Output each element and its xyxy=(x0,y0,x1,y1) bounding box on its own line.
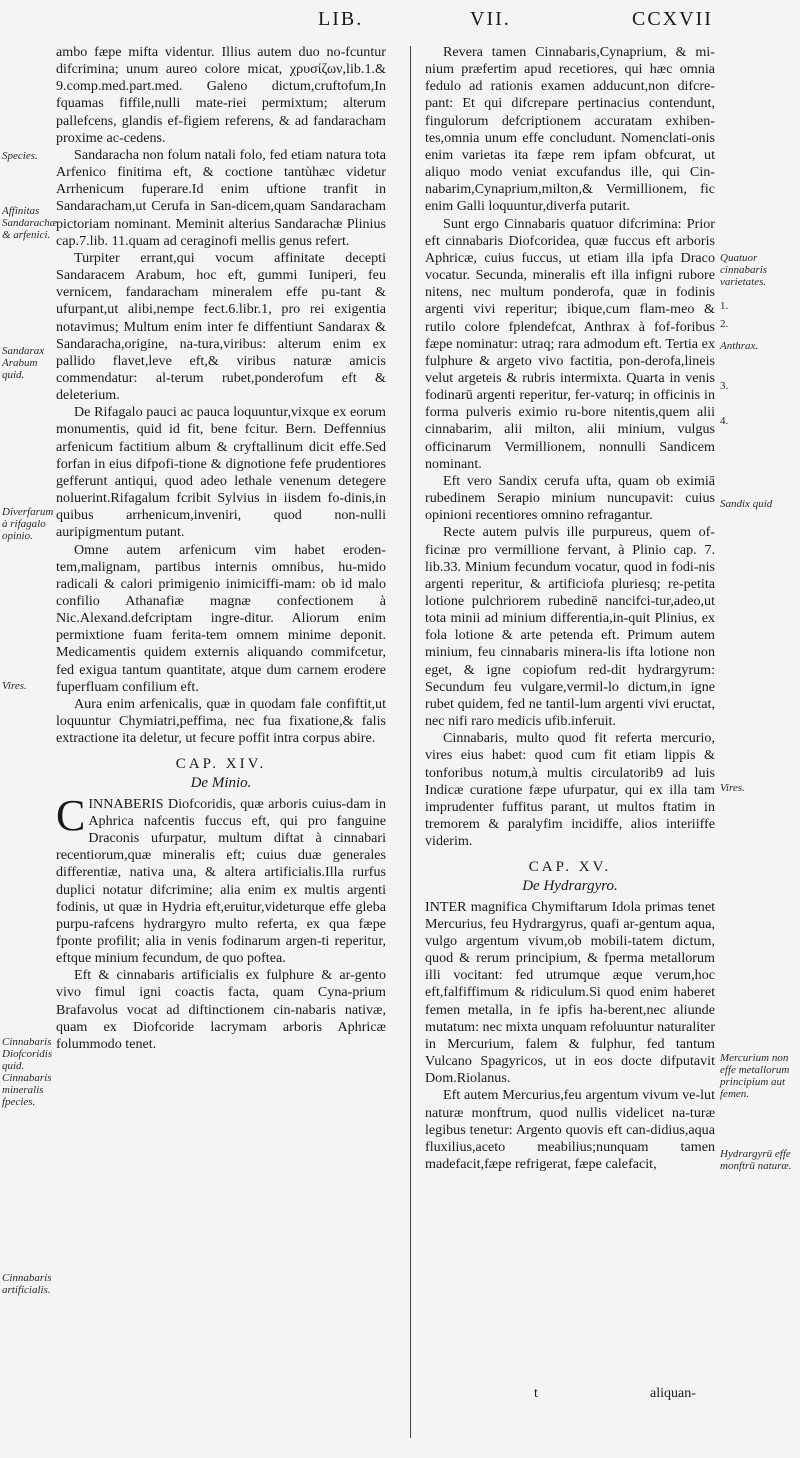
chapter-heading: CAP. XIV. xyxy=(175,756,267,773)
header-page-number: CCXVII xyxy=(632,8,713,30)
paragraph: Cinnabaris, multo quod fit referta mercurio, vires eius habet: quod cum fit etiam lippis & tonforibus notum,à multis circulatorib9 ad luis Indicæ curatione fæpe ufurpatur, qui ex illa tam imprudenter fuffitus parant, ut multos ftatim in tremorem & paralyfim incidiffe, alios interiiffe viderim. xyxy=(425,730,715,850)
paragraph: Eft & cinnabaris artificialis ex fulphure & ar-gento vivo fimul igni coactis facta, quam Cyna-prium Brafavolus vocat ad diftinctionem cin-nabaris nativæ, quam ex Diofcoride lacrymam arboris Aphricæ folummodo tenet. xyxy=(56,967,386,1052)
column-divider xyxy=(410,46,411,1438)
paragraph: INTER magnifica Chymiftarum Idola primas tenet Mercurius, feu Hydrargyrus, quafi ar-gentum aqua, vulgo argentum vivum,ob mobili-tatem dictum, quod & rerum principium, & fperma metallorum illi vocitant: fed utrumque æque verum,hoc eft,falfiffimum & ridiculum.Si quod enim haberet femen metalla, in fe ipfis ha-berent,nec aliunde mutatum: nec mixta unquam refoluuntur naturaliter in Mercurium, falem & fulphur, fed tantum Vulcano Spagyricos, ut in eos docte difputavit Dom.Riolanus. xyxy=(425,898,715,1087)
paragraph: Sandaracha non folum natali folo, fed etiam natura tota Arfenico finitima eft, & coctione tantùhæc videtur Arrhenicum fuperare.Id enim uftione tranfit in Sandaracham,ut Cerufa in San-dicem,quam Sandaracham pictoriam nominant. Meminit alterius Sandarachæ Plinius cap.7.lib. 11.quam ad ceraginofi mellis genus refert. xyxy=(56,146,386,249)
margin-note: Mercurium non effe metallorum principium aut femen. xyxy=(720,1052,790,1100)
margin-note: Vires. xyxy=(2,680,27,692)
right-column xyxy=(425,44,715,1444)
margin-note: 2. xyxy=(720,318,729,330)
paragraph: De Rifagalo pauci ac pauca loquuntur,vixque ex eorum monumentis, quid id fit, bene fcitur. Bern. Deffennius arfenicum factitium album & cryftallinum dicit effe.Sed forfan in eius difpofi-tione & dignotione fefe prudentiores gefferunt antiqui, quod adeo lethale venenum detegere noluerint.Rifagalum fcribit Sylvius in iisdem fo-dinis,in quibus arrhenicum,inveniri, quod non-nulli auripigmentum putant. xyxy=(56,404,386,541)
margin-note: 1. xyxy=(720,300,729,312)
paragraph xyxy=(56,790,386,968)
margin-note: Species. xyxy=(2,150,38,162)
margin-note: Anthrax. xyxy=(720,340,759,352)
paragraph-text: INNABERIS Diofcoridis, quæ arboris cuius-dam in Aphrica nafcentis fuccus eft, qui pro fanguine Draconis ufurpatur, multum diftat à cinnabari recentiorum,quæ mineralis eft; cuius duæ generales differentiæ, nativa una, & altera artificialis.Illa rurfus duplici notatur difcrimine; alia enim ex multis argenti fodinis, ut quæ in Hydria eft,eruitur,videturque effe gleba purpu-rafcens hydrargyro multo referta, ex qua fæpe fponte profilit; alia in venis fodinarum argen-ti reperitur, eftque minium fecundum, de quo poftea. xyxy=(56,795,386,967)
paragraph: Omne autem arfenicum vim habet eroden-tem,malignam, partibus internis omnibus, hu-mido radicali & calori primigenio inimiciffi-mam: ob id malo confilio Athanafiæ magnæ confectionem à Nic.Alexand.defcriptam ingre-ditur. Aliorum enim permixtione fuam ferita-tem omnem minime deponit. Medicamentis quidem externis aliquando commifcetur, fed exigua tantum quantitate, atque dum carnem erodere fuperfluam confilium eft. xyxy=(56,541,386,695)
paragraph: Aura enim arfenicalis, quæ in quodam fale confiftit,ut loquuntur Chymiatri,peffima, nec fua fixatione,& falis extractione ita deletur, ut fecure poffit intra corpus abire. xyxy=(56,695,386,747)
margin-note: Affinitas Sandarachæ & arfenici. xyxy=(2,205,57,241)
margin-note: Vires. xyxy=(720,782,745,794)
margin-note: Diverfarum à rifagalo opinio. xyxy=(2,506,54,542)
margin-note: Sandarax Arabum quid. xyxy=(2,345,45,381)
catchword: aliquan- xyxy=(650,1386,696,1401)
margin-note: 3. xyxy=(720,380,729,392)
running-header xyxy=(0,8,800,38)
paragraph: Turpiter errant,qui vocum affinitate decepti Sandaracem Arabum, hoc eft, gummi Iuniperi, feu vernicem, fandaracham mineralem effe pu-tant & ufurpant,ut alibi,nempe fect.6.libr.1, pro rei exigentia notavimus; Multum enim inter fe diffentiunt Sandarax & Sandaracha,origine, na-tura,viribus: alterum enim ex pallido flavet,leve eft,& viribus naturæ amicis commendatur: al-terum rubet,ponderofum eft & deleterium. xyxy=(56,249,386,404)
margin-note: Hydrargyrū effe monftrū naturæ. xyxy=(720,1148,792,1172)
margin-note: Cinnabaris Diofcoridis quid. Cinnabaris mineralis fpecies. xyxy=(2,1036,53,1108)
margin-note: 4. xyxy=(720,415,729,427)
header-lib: LIB. xyxy=(318,8,364,30)
signature-mark: t xyxy=(534,1386,538,1401)
paragraph: ambo fæpe mifta videntur. Illius autem duo no-fcuntur difcrimina; unum aureo colore micat, χρυσίζων,lib.1.& 9.comp.med.part.med. Galeno dictum,cruftofum,In fquamas fiffile,nulli mate-riei permixtum; alterum pallefcens, glandis ef-figiem referens, & ad fandaracham proxime ac-cedens. xyxy=(56,44,386,146)
chapter-title: De Hydrargyro. xyxy=(522,877,618,894)
paragraph: Sunt ergo Cinnabaris quatuor difcrimina: Prior eft cinnabaris Diofcoridea, quæ fuccus eft arboris Aphricæ, cuius fuccus, ut etiam illa ipfa Draco vocatur. Secunda, mineralis eft illa infigni rubore nitens, nec multum ponderofa, quæ in fodinis argenti vivi reperitur; ibique,cum flam-meo & rutilo colore fplendefcat, Anthrax à fof-foribus fæpe nominatur: utraq; rara admodum eft. Tertia ex fulphure & argeto vivo factitia, pon-derofa,lineis velut argeteis & rubris intermixta. Quarta in venis fodinarū argenti reperitur, fer-vaturq; in officinis in forma pulveris eximio ru-bore nitentis,quem alii cinnabarim, alii milton, alii minium, vulgus officinarum Vermillionem, nonnulli Sandicem nominant. xyxy=(425,215,715,472)
drop-cap: C xyxy=(56,790,86,840)
chapter-title: De Minio. xyxy=(190,774,252,791)
margin-note: Sandix quid xyxy=(720,498,773,510)
paragraph: Eft vero Sandix cerufa ufta, quam ob eximiā rubedinem Serapio minium nuncupavit: cuius opinioni recentiores omnino refragantur. xyxy=(425,472,715,524)
header-book: VII. xyxy=(470,8,511,30)
margin-note: Cinnabaris artificialis. xyxy=(2,1272,52,1296)
paragraph: Recte autem pulvis ille purpureus, quem of-ficinæ pro vermillione fervant, à Plinio cap. 7. lib.33. Minium fecundum vocatur, quod in fodi-nis argenti reperitur, & artificiofa pluriesq; re-petita lotione pulchriorem rubedinē nancifci-tur,adeo,ut tota minii ad minium differentia,in-quit Plinius, ex fola lotione & arte petenda eft. Primum autem minium, feu cinnabaris minera-lis ifta lotione non eget, & igne copiofum red-dit hydrargyrum: Secundum feu vulgare,vermil-lo dictum,in igne rubet quidem, fed ne tantil-lum argenti vivi eructat, nec nifi raro medicis ufib.inferuit. xyxy=(425,524,715,730)
margin-note: Quatuor cinnabaris varietates. xyxy=(720,252,768,288)
paragraph: Eft autem Mercurius,feu argentum vivum ve-lut naturæ monftrum, quod nullis videlicet na-turæ legibus tenetur: Argento quovis eft can-didius,aqua fluxilius,aceto meabilius;nunquam tamen madefacit,fæpe refrigerat, fæpe calefacit, xyxy=(425,1087,715,1172)
chapter-heading: CAP. XV. xyxy=(528,859,612,876)
paragraph: Revera tamen Cinnabaris,Cynaprium, & mi-nium præfertim apud recetiores, qui hæc omnia fedulo ad rationis examen adducunt,non difcre-pant: Et qui difcrepare pertinacius contendunt, fingulorum defcriptionem accuratam exhiben-tes,omnia unum effe concludunt. Nomenclati-onis enim varietas ita fæpe rem ipfam obfcurat, ut aliquo modo veniat excufandus ille, qui Cin-nabarim,Cynaprium,milton,& Vermillionem, fic enim Galli loquuntur,diverfa putarit. xyxy=(425,44,715,215)
page-footer xyxy=(0,1386,800,1406)
left-column xyxy=(56,44,386,1444)
